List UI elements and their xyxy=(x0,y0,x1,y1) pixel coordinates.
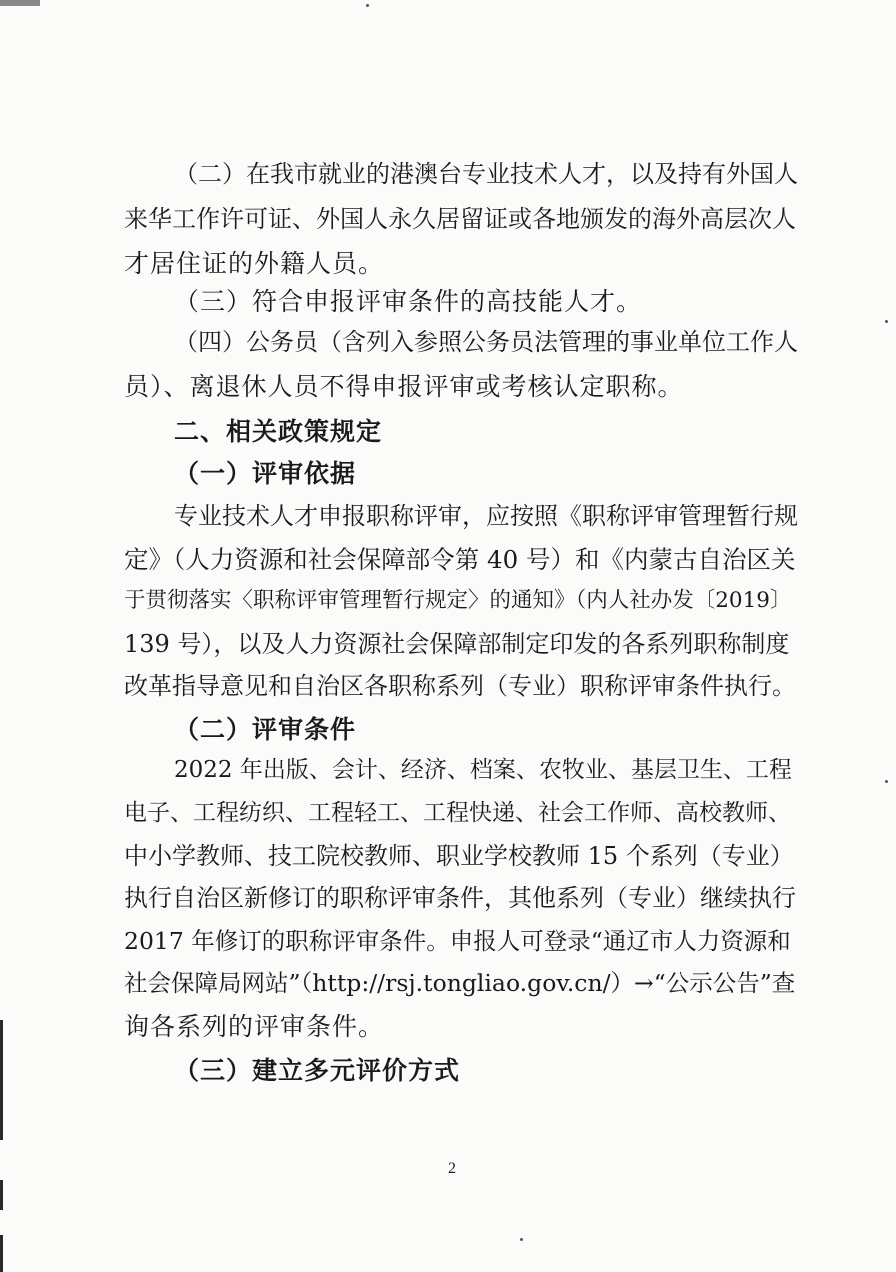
paragraph-line-9: 于贯彻落实〈职称评审管理暂行规定〉的通知》（内人社办发〔2019〕 xyxy=(124,588,792,613)
paragraph-line-3: 才居住证的外籍人员。 xyxy=(124,249,385,278)
subsection-heading-2: （二）评审条件 xyxy=(174,715,357,744)
paragraph-line-7: 专业技术人才申报职称评审，应按照《职称评审管理暂行规 xyxy=(174,502,798,530)
paragraph-line-14: 中小学教师、技工院校教师、职业学校教师 15 个系列（专业） xyxy=(124,842,794,870)
paragraph-line-17: 社会保障局网站”（http://rsj.tongliao.gov.cn/）→“公示公告”查 xyxy=(124,969,796,997)
paragraph-line-2: 来华工作许可证、外国人永久居留证或各地颁发的海外高层次人 xyxy=(124,205,796,233)
section-heading: 二、相关政策规定 xyxy=(174,417,383,446)
paragraph-line-16: 2017 年修订的职称评审条件。申报人可登录“通辽市人力资源和 xyxy=(124,927,791,955)
scan-dot xyxy=(366,4,369,7)
scan-edge-mark xyxy=(0,1020,3,1140)
paragraph-line-4: （三）符合申报评审条件的高技能人才。 xyxy=(174,287,643,316)
page-number: 2 xyxy=(448,1160,456,1177)
subsection-heading-3: （三）建立多元评价方式 xyxy=(174,1056,461,1085)
scan-edge-mark xyxy=(0,0,40,6)
scan-edge-mark xyxy=(0,1235,3,1272)
paragraph-line-6: 员）、离退休人员不得申报评审或考核认定职称。 xyxy=(124,372,684,401)
scan-dot xyxy=(520,1238,523,1241)
paragraph-line-1: （二）在我市就业的港澳台专业技术人才，以及持有外国人 xyxy=(174,160,798,188)
paragraph-line-11: 改革指导意见和自治区各职称系列（专业）职称评审条件执行。 xyxy=(124,672,796,700)
paragraph-line-13: 电子、工程纺织、工程轻工、工程快递、社会工作师、高校教师、 xyxy=(124,800,791,826)
paragraph-line-10: 139 号），以及人力资源社会保障部制定印发的各系列职称制度 xyxy=(124,630,790,658)
scan-dot xyxy=(885,320,888,323)
subsection-heading-1: （一）评审依据 xyxy=(174,459,357,488)
paragraph-line-8: 定》（人力资源和社会保障部令第 40 号）和《内蒙古自治区关 xyxy=(124,545,796,574)
paragraph-line-15: 执行自治区新修订的职称评审条件，其他系列（专业）继续执行 xyxy=(124,884,796,912)
scan-dot xyxy=(885,780,888,783)
paragraph-line-18: 询各系列的评审条件。 xyxy=(124,1012,385,1041)
scan-edge-mark xyxy=(0,1180,3,1210)
paragraph-line-12: 2022 年出版、会计、经济、档案、农牧业、基层卫生、工程 xyxy=(174,757,792,783)
paragraph-line-5: （四）公务员（含列入参照公务员法管理的事业单位工作人 xyxy=(174,328,798,356)
